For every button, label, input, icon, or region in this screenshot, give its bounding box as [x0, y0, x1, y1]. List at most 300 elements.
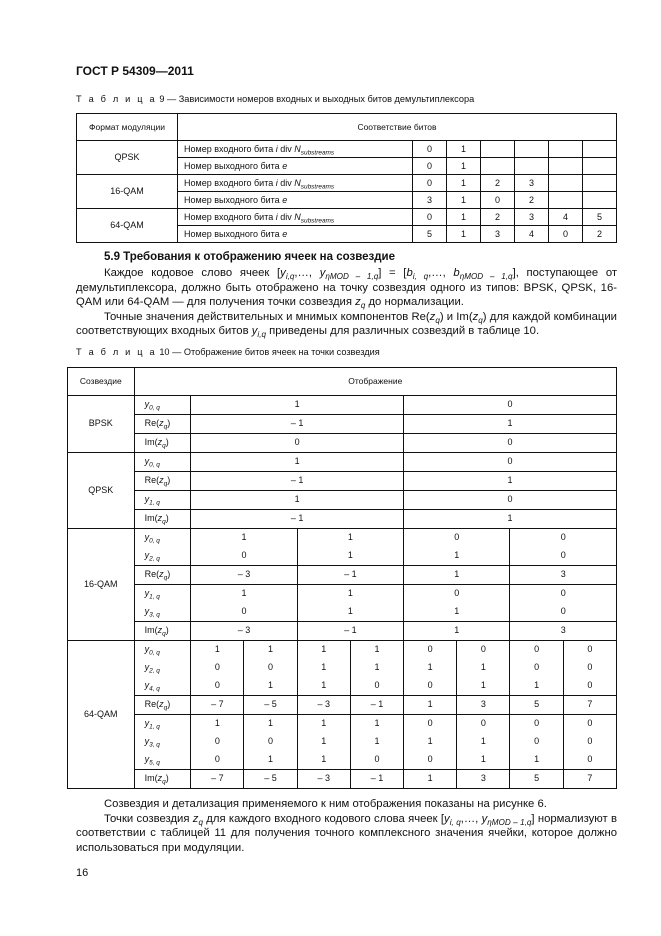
text-segment: Созвездия и детализация применяемого к ним отображения показаны на рисунке 6. — [104, 797, 547, 810]
mapping-value: 1 — [457, 677, 510, 696]
table-row — [68, 565, 617, 584]
mapping-value: 0 — [510, 528, 617, 547]
row-label — [134, 509, 191, 528]
bit-value: 1 — [447, 209, 481, 226]
bit-value: 0 — [413, 141, 447, 158]
text-segment: div — [277, 211, 295, 222]
text-segment: z — [159, 475, 164, 486]
mapping-value: – 3 — [191, 565, 297, 584]
bit-value: 3 — [515, 209, 549, 226]
bit-value: 0 — [481, 192, 515, 209]
mapping-value: 1 — [350, 714, 403, 733]
text-segment: Re( — [144, 569, 160, 580]
subscript: substreams — [300, 216, 335, 224]
subscript: q — [163, 574, 168, 582]
text-segment: b — [453, 267, 460, 279]
subscript: ηMOD – 1,q — [487, 817, 532, 827]
text-segment: z — [157, 437, 163, 448]
mapping-value: 1 — [297, 603, 403, 622]
bit-value: 1 — [447, 175, 481, 192]
mapping-value: 0 — [191, 603, 297, 622]
text-segment: Точки созвездия — [104, 812, 193, 825]
text-segment: y — [144, 644, 150, 655]
table-9 — [76, 113, 617, 243]
text-segment: Re( — [144, 418, 160, 429]
subscript: q — [478, 315, 483, 325]
column-header: Отображение — [134, 367, 616, 395]
mapping-value: 1 — [244, 640, 297, 659]
table-row — [68, 547, 617, 566]
row-label — [134, 677, 191, 696]
subscript: q — [198, 817, 203, 827]
text-segment: N — [294, 143, 301, 154]
text-segment: div — [277, 143, 295, 154]
row-label — [178, 209, 413, 226]
mapping-value: 1 — [297, 751, 350, 770]
document-header: ГОСТ Р 54309—2011 — [76, 64, 194, 78]
text-segment: z — [159, 418, 164, 429]
mapping-value: 0 — [510, 603, 617, 622]
mapping-value: 1 — [350, 659, 403, 677]
text-segment: z — [159, 699, 164, 710]
row-label — [134, 751, 191, 770]
bit-value: 0 — [549, 226, 583, 243]
bit-value: 2 — [515, 192, 549, 209]
mapping-value: 5 — [510, 695, 563, 714]
table-row — [68, 751, 617, 770]
text-segment: ) — [167, 699, 171, 710]
mapping-value: 1 — [191, 584, 297, 603]
mapping-value: 1 — [297, 733, 350, 751]
mapping-value: 0 — [510, 547, 617, 566]
mapping-value: – 1 — [191, 509, 404, 528]
section-body — [76, 266, 617, 339]
row-label — [134, 490, 191, 509]
table-row — [68, 471, 617, 490]
mapping-value: 1 — [191, 640, 244, 659]
text-segment: y — [144, 754, 150, 765]
mapping-value: 1 — [404, 565, 510, 584]
text-segment: Re( — [144, 699, 160, 710]
mapping-value: 0 — [404, 640, 457, 659]
row-label — [134, 659, 191, 677]
text-segment: y — [444, 812, 450, 825]
bit-value: 4 — [515, 226, 549, 243]
text-segment: i — [275, 177, 278, 188]
mapping-value: 1 — [297, 584, 403, 603]
text-segment: ,…, — [460, 812, 482, 825]
mapping-value: 3 — [457, 769, 510, 788]
subscript: q — [163, 480, 168, 488]
row-label — [178, 226, 413, 243]
bit-value: 0 — [413, 209, 447, 226]
modulation-format: 64-QAM — [77, 209, 178, 243]
mapping-value: – 1 — [297, 621, 403, 640]
text-segment: Номер входного бита — [184, 211, 276, 222]
subscript: 2, q — [149, 555, 160, 563]
subscript: substreams — [300, 148, 335, 156]
mapping-value: 1 — [404, 547, 510, 566]
constellation-name: QPSK — [68, 452, 135, 528]
bit-value — [549, 192, 583, 209]
mapping-value: 0 — [244, 733, 297, 751]
mapping-value: 1 — [244, 677, 297, 696]
column-header: Формат модуляции — [77, 114, 178, 141]
mapping-value: 0 — [510, 584, 617, 603]
mapping-value: – 1 — [350, 769, 403, 788]
table-row — [68, 677, 617, 696]
subscript: q — [163, 423, 168, 431]
bit-value: 2 — [481, 209, 515, 226]
mapping-value: 0 — [404, 490, 617, 509]
row-label — [134, 714, 191, 733]
table-row — [68, 714, 617, 733]
mapping-value: 0 — [563, 733, 616, 751]
row-label — [134, 733, 191, 751]
subscript: 0, q — [149, 537, 160, 545]
text-segment: ) — [165, 437, 169, 448]
mapping-value: 0 — [563, 677, 616, 696]
text-segment: Точные значения действительных и мнимых компонентов Re( — [104, 310, 430, 323]
caption-prefix: Т а б л и ц а — [76, 346, 157, 357]
mapping-value: 1 — [404, 769, 457, 788]
paragraph — [76, 797, 617, 812]
header-row — [77, 114, 617, 141]
mapping-value: – 5 — [244, 769, 297, 788]
subscript: 1, q — [149, 593, 160, 601]
text-segment: y — [251, 325, 258, 338]
text-segment: y — [319, 267, 326, 279]
text-segment: z — [159, 569, 164, 580]
subscript: 2, q — [149, 667, 160, 675]
mapping-value: 3 — [510, 621, 617, 640]
text-segment: Im( — [144, 513, 158, 524]
mapping-value: 0 — [191, 677, 244, 696]
text-segment: Номер выходного бита — [184, 160, 283, 171]
section-heading: 5.9 Требования к отображению ячеек на созвездие — [104, 251, 395, 263]
mapping-value: 1 — [404, 659, 457, 677]
bit-value: 5 — [413, 226, 447, 243]
mapping-value: 0 — [457, 640, 510, 659]
mapping-value: 1 — [297, 528, 403, 547]
text-segment: приведены для различных созвездий в таблице 10. — [265, 325, 540, 338]
subscript: ηMOD – 1,q — [459, 271, 513, 281]
subscript: 4, q — [149, 685, 160, 693]
mapping-value: 0 — [404, 751, 457, 770]
table-row — [68, 733, 617, 751]
text-segment: Re( — [144, 475, 160, 486]
mapping-value: 7 — [563, 769, 616, 788]
table-row — [68, 414, 617, 433]
subscript: 3, q — [149, 611, 160, 619]
table-row — [77, 141, 617, 158]
mapping-value: 1 — [297, 677, 350, 696]
mapping-value: 3 — [510, 565, 617, 584]
text-segment: y — [144, 588, 150, 599]
bit-value: 2 — [583, 226, 617, 243]
text-segment: z — [472, 310, 479, 323]
column-header: Соответствие битов — [178, 114, 617, 141]
text-segment: N — [294, 177, 301, 188]
mapping-value: – 3 — [297, 769, 350, 788]
caption-text: 10 — Отображение битов ячеек на точки созвездия — [156, 346, 380, 357]
row-label — [134, 695, 191, 714]
table-row — [68, 395, 617, 414]
text-segment: ) — [165, 773, 169, 784]
text-segment: y — [144, 718, 150, 729]
text-segment: i — [275, 211, 278, 222]
subscript: i, q — [449, 817, 461, 827]
mapping-value: – 7 — [191, 769, 244, 788]
subscript: substreams — [300, 182, 335, 190]
text-segment: z — [429, 310, 436, 323]
bit-value — [515, 158, 549, 175]
mapping-value: 1 — [510, 751, 563, 770]
row-label — [134, 584, 191, 603]
subscript: q — [162, 630, 166, 638]
mapping-value: 1 — [350, 733, 403, 751]
bit-value: 0 — [413, 158, 447, 175]
subscript: q — [435, 315, 440, 325]
mapping-value: 1 — [191, 528, 297, 547]
row-label — [134, 433, 191, 452]
mapping-value: 1 — [404, 695, 457, 714]
text-segment: Номер входного бита — [184, 177, 276, 188]
mapping-value: 0 — [191, 547, 297, 566]
text-segment: y — [144, 399, 150, 410]
text-segment: y — [481, 812, 488, 825]
bit-value: 1 — [447, 158, 481, 175]
mapping-value: – 1 — [191, 471, 404, 490]
text-segment: e — [282, 228, 288, 239]
table-row — [77, 175, 617, 192]
subscript: i,q — [257, 330, 266, 340]
modulation-format: QPSK — [77, 141, 178, 175]
row-label — [134, 769, 191, 788]
header-row — [68, 367, 617, 395]
subscript: 0, q — [149, 404, 160, 412]
mapping-value: 0 — [404, 452, 617, 471]
bit-value: 3 — [413, 192, 447, 209]
mapping-value: 1 — [404, 471, 617, 490]
text-segment: div — [277, 177, 295, 188]
row-label — [178, 192, 413, 209]
bit-value: 3 — [481, 226, 515, 243]
mapping-value: 0 — [191, 733, 244, 751]
row-label — [134, 414, 191, 433]
subscript: 1, q — [149, 499, 160, 507]
bit-value — [481, 158, 515, 175]
bit-value — [481, 141, 515, 158]
row-label — [178, 141, 413, 158]
paragraph — [76, 310, 617, 339]
mapping-value: 1 — [191, 452, 404, 471]
table-row — [68, 528, 617, 547]
row-label — [134, 471, 191, 490]
mapping-value: 1 — [244, 751, 297, 770]
mapping-value: 0 — [510, 640, 563, 659]
mapping-value: 1 — [404, 509, 617, 528]
mapping-value: – 3 — [191, 621, 297, 640]
row-label — [178, 175, 413, 192]
text-segment: Im( — [144, 773, 158, 784]
text-segment: ,…, — [428, 267, 454, 279]
text-segment: z — [355, 296, 361, 309]
subscript: 0, q — [149, 649, 160, 657]
table-row — [68, 584, 617, 603]
mapping-value: 1 — [297, 714, 350, 733]
text-segment: e — [282, 194, 288, 205]
text-segment: Каждое кодовое слово ячеек [ — [104, 267, 281, 279]
text-segment: для каждого входного кодового слова ячеек [ — [202, 812, 445, 825]
table-row — [68, 490, 617, 509]
mapping-value: 0 — [563, 714, 616, 733]
text-segment: Номер входного бита — [184, 143, 276, 154]
mapping-value: 1 — [191, 714, 244, 733]
row-label — [134, 621, 191, 640]
mapping-value: – 7 — [191, 695, 244, 714]
table-row — [68, 433, 617, 452]
bit-value: 2 — [481, 175, 515, 192]
text-segment: y — [144, 662, 150, 673]
text-segment: ] = [ — [378, 267, 407, 279]
text-segment: ,…, — [294, 267, 320, 279]
row-label — [134, 452, 191, 471]
mapping-value: 0 — [404, 714, 457, 733]
text-segment: ) — [167, 418, 171, 429]
mapping-value: 1 — [404, 621, 510, 640]
table-10 — [67, 367, 617, 789]
mapping-value: 1 — [191, 490, 404, 509]
text-segment: ) и Im( — [439, 310, 473, 323]
subscript: 1, q — [149, 723, 160, 731]
mapping-value: 0 — [191, 659, 244, 677]
text-segment: y — [144, 736, 150, 747]
mapping-value: 0 — [404, 584, 510, 603]
subscript: q — [162, 518, 166, 526]
mapping-value: 1 — [297, 640, 350, 659]
table-row — [68, 659, 617, 677]
mapping-value: 5 — [510, 769, 563, 788]
bit-value — [515, 141, 549, 158]
mapping-value: 0 — [563, 751, 616, 770]
text-segment: z — [192, 812, 199, 825]
mapping-value: 0 — [457, 714, 510, 733]
subscript: q — [163, 704, 168, 712]
mapping-value: – 3 — [297, 695, 350, 714]
table-row — [68, 769, 617, 788]
text-segment: y — [144, 532, 150, 543]
row-label — [134, 395, 191, 414]
row-label — [134, 640, 191, 659]
subscript: ηMOD – 1,q — [325, 271, 379, 281]
bit-value — [549, 175, 583, 192]
mapping-value: 3 — [457, 695, 510, 714]
mapping-value: 1 — [297, 659, 350, 677]
text-segment: b — [406, 267, 413, 279]
text-segment: до нормализации. — [365, 296, 464, 309]
table-row — [68, 603, 617, 622]
text-segment: Номер выходного бита — [184, 194, 283, 205]
table-row — [68, 640, 617, 659]
subscript: q — [162, 442, 166, 450]
text-segment: y — [144, 494, 150, 505]
mapping-value: 7 — [563, 695, 616, 714]
text-segment: z — [157, 625, 163, 636]
text-segment: ) — [167, 569, 171, 580]
bit-value: 1 — [447, 226, 481, 243]
closing-text — [76, 797, 617, 855]
mapping-value: 1 — [404, 603, 510, 622]
mapping-value: – 1 — [350, 695, 403, 714]
mapping-value: 0 — [191, 751, 244, 770]
mapping-value: 0 — [510, 659, 563, 677]
subscript: 0, q — [149, 461, 160, 469]
text-segment: ) — [165, 625, 169, 636]
mapping-value: 0 — [404, 433, 617, 452]
constellation-name: 64-QAM — [68, 640, 135, 788]
bit-value — [549, 158, 583, 175]
mapping-value: 1 — [404, 733, 457, 751]
caption-prefix: Т а б л и ц а — [76, 94, 157, 104]
subscript: q — [360, 301, 366, 311]
text-segment: y — [144, 680, 150, 691]
mapping-value: 0 — [404, 677, 457, 696]
text-segment: z — [157, 773, 163, 784]
mapping-value: – 1 — [191, 414, 404, 433]
mapping-value: 1 — [510, 677, 563, 696]
table-row — [68, 509, 617, 528]
row-label — [134, 565, 191, 584]
bit-value: 3 — [515, 175, 549, 192]
mapping-value: 1 — [457, 659, 510, 677]
subscript: 3, q — [149, 741, 160, 749]
column-header: Созвездие — [68, 367, 135, 395]
row-label — [134, 528, 191, 547]
caption-text: 9 — Зависимости номеров входных и выходных битов демультиплексора — [156, 94, 475, 104]
mapping-value: 1 — [457, 751, 510, 770]
constellation-name: 16-QAM — [68, 528, 135, 640]
text-segment: z — [157, 513, 163, 524]
text-segment: Номер выходного бита — [184, 228, 283, 239]
table9-caption — [76, 94, 661, 105]
row-label — [134, 547, 191, 566]
paragraph — [76, 812, 617, 856]
mapping-value: 0 — [244, 659, 297, 677]
subscript: i,q — [285, 271, 295, 281]
mapping-value: 0 — [510, 714, 563, 733]
bit-value: 5 — [583, 209, 617, 226]
text-segment: ) — [165, 513, 169, 524]
mapping-value: 1 — [244, 714, 297, 733]
modulation-format: 16-QAM — [77, 175, 178, 209]
mapping-value: – 5 — [244, 695, 297, 714]
bit-value: 0 — [413, 175, 447, 192]
row-label — [134, 603, 191, 622]
mapping-value: 0 — [563, 640, 616, 659]
bit-value: 4 — [549, 209, 583, 226]
bit-value — [583, 175, 617, 192]
text-segment: y — [144, 606, 150, 617]
mapping-value: 0 — [404, 395, 617, 414]
text-segment: Im( — [144, 437, 158, 448]
mapping-value: 0 — [350, 751, 403, 770]
mapping-value: 1 — [191, 395, 404, 414]
mapping-value: 0 — [510, 733, 563, 751]
bit-value: 1 — [447, 141, 481, 158]
mapping-value: 1 — [350, 640, 403, 659]
mapping-value: 0 — [350, 677, 403, 696]
